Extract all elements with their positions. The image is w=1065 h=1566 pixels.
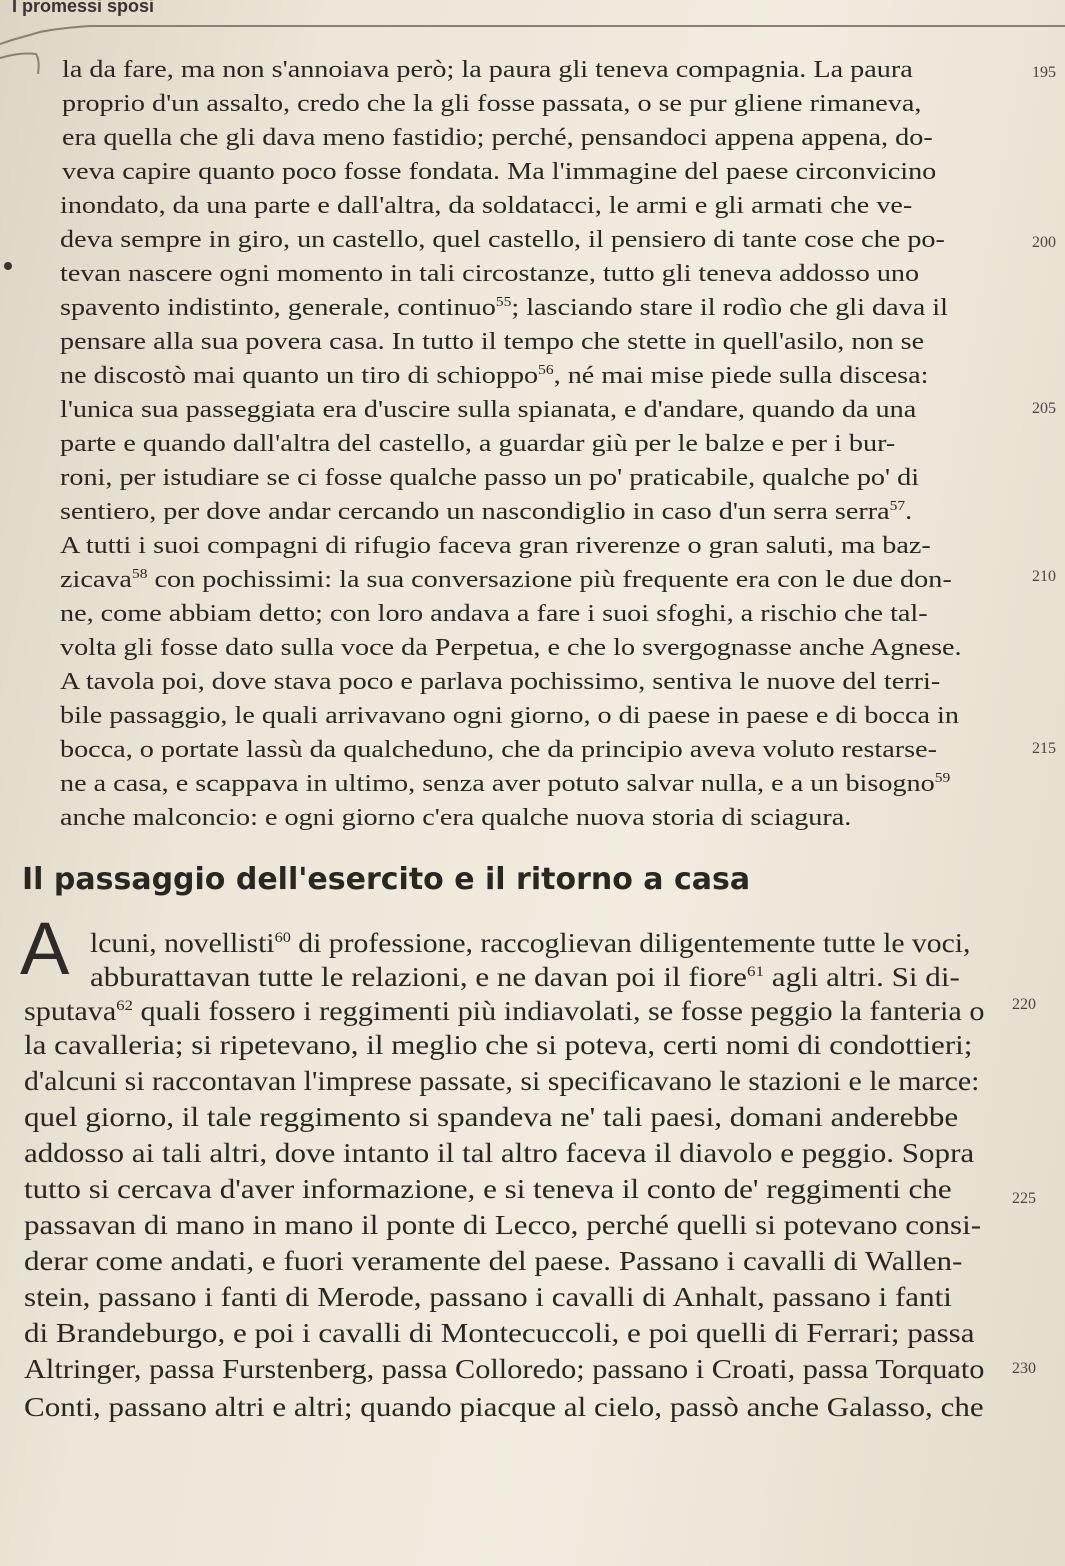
paragraph-1-line: volta gli fosse dato sulla voce da Perpetua, e che lo svergognasse anche Agnese. — [60, 634, 962, 661]
section-heading: Il passaggio dell'esercito e il ritorno a casa — [22, 862, 751, 897]
paragraph-1-line: deva sempre in giro, un castello, quel castello, il pensiero di tante cose che po- — [60, 226, 945, 253]
paragraph-2-line: abburattavan tutte le relazioni, e ne davan poi il fiore$^{61}$ agli altri. Si di- — [90, 962, 960, 992]
paragraph-1-line: parte e quando dall'altra del castello, a guardar giù per le balze e per i bur- — [60, 430, 896, 457]
footnote-ref: 57 — [889, 497, 906, 513]
line-number: 200 — [1032, 234, 1056, 251]
footnote-ref: 60 — [274, 930, 291, 946]
paragraph-1-line: ne, come abbiam detto; con loro andava a fare i suoi sfoghi, a rischio che tal- — [60, 600, 928, 627]
paragraph-2-line: di Brandeburgo, e poi i cavalli di Montecuccoli, e poi quelli di Ferrari; passa — [24, 1318, 975, 1348]
line-number: 205 — [1032, 400, 1056, 417]
paragraph-1-line: A tavola poi, dove stava poco e parlava pochissimo, sentiva le nuove del terri- — [60, 668, 941, 695]
paragraph-2-line: stein, passano i fanti di Merode, passano i cavalli di Anhalt, passano i fanti — [24, 1282, 952, 1312]
paragraph-1-line: la da fare, ma non s'annoiava però; la paura gli teneva compagnia. La paura — [62, 56, 913, 83]
line-number: 210 — [1032, 568, 1056, 585]
paragraph-2-line: lcuni, novellisti$^{60}$ di professione, raccoglievan diligentemente tutte le voci, — [90, 928, 971, 958]
line-number: 220 — [1012, 996, 1036, 1013]
paragraph-1-line: veva capire quanto poco fosse fondata. Ma l'immagine del paese circonvicino — [62, 158, 937, 185]
footnote-ref: 58 — [131, 565, 148, 581]
paragraph-1-line: spavento indistinto, generale, continuo$^{55}$; lasciando stare il rodìo che gli dava il — [60, 293, 948, 321]
paragraph-1-line: anche malconcio: e ogni giorno c'era qualche nuova storia di sciagura. — [60, 804, 852, 831]
line-number: 195 — [1032, 64, 1056, 81]
margin-bullet — [4, 262, 12, 270]
paragraph-2-line: quel giorno, il tale reggimento si spandeva ne' tali paesi, domani anderebbe — [24, 1102, 959, 1132]
paragraph-1-line: bocca, o portate lassù da qualcheduno, che da principio aveva voluto restarse- — [60, 736, 938, 763]
paragraph-1-line: tevan nascere ogni momento in tali circostanze, tutto gli teneva addosso uno — [60, 260, 920, 287]
paragraph-1-line: ne a casa, e scappava in ultimo, senza aver potuto salvar nulla, e a un bisogno$^{59}$ — [60, 769, 951, 797]
paragraph-1-line: roni, per istudiare se ci fosse qualche passo un po' praticabile, qualche po' di — [60, 464, 920, 491]
paragraph-2-line: Altringer, passa Furstenberg, passa Colloredo; passano i Croati, passa Torquato — [24, 1354, 985, 1384]
paragraph-2-line: Conti, passano altri e altri; quando piacque al cielo, passò anche Galasso, che — [24, 1392, 984, 1422]
footnote-ref: 61 — [746, 964, 765, 980]
paragraph-2-line: addosso ai tali altri, dove intanto il tal altro faceva il diavolo e peggio. Sopra — [24, 1138, 975, 1168]
paragraph-2-line: la cavalleria; si ripetevano, il meglio che si poteva, certi nomi di condottieri; — [24, 1030, 973, 1060]
paragraph-1-line: pensare alla sua povera casa. In tutto il tempo che stette in quell'asilo, non se — [60, 328, 925, 355]
paragraph-1-line: bile passaggio, le quali arrivavano ogni giorno, o di paese in paese e di bocca in — [60, 702, 959, 729]
paragraph-2-line: derar come andati, e fuori veramente del paese. Passano i cavalli di Wallen- — [24, 1246, 963, 1276]
paragraph-1-line: sentiero, per dove andar cercando un nascondiglio in caso d'un serra serra$^{57}$. — [60, 497, 913, 525]
paragraph-1-line: inondato, da una parte e dall'altra, da soldatacci, le armi e gli armati che ve- — [60, 192, 913, 219]
paragraph-2-line: sputava$^{62}$ quali fossero i reggimenti più indiavolati, se fosse peggio la fanteria o — [24, 996, 985, 1026]
line-number: 230 — [1012, 1360, 1036, 1377]
line-number: 225 — [1012, 1190, 1036, 1207]
line-number: 215 — [1032, 740, 1056, 757]
footnote-ref: 56 — [538, 361, 554, 377]
paragraph-1-line: ne discostò mai quanto un tiro di schioppo$^{56}$, né mai mise piede sulla discesa: — [60, 361, 929, 389]
paragraph-1-line: era quella che gli dava meno fastidio; perché, pensandoci appena appena, do- — [62, 124, 933, 151]
paragraph-1-line: A tutti i suoi compagni di rifugio faceva gran riverenze o gran saluti, ma baz- — [60, 532, 931, 559]
footnote-ref: 59 — [934, 769, 951, 785]
footnote-ref: 62 — [116, 998, 133, 1014]
paragraph-1-line: zicava$^{58}$ con pochissimi: la sua conversazione più frequente era con le due don- — [60, 565, 952, 593]
running-head: I promessi sposi — [12, 0, 155, 16]
paragraph-1-line: l'unica sua passeggiata era d'uscire sulla spianata, e d'andare, quando da una — [60, 396, 917, 423]
drop-cap: A — [20, 907, 70, 990]
footnote-ref: 55 — [495, 293, 512, 309]
paragraph-2-line: tutto si cercava d'aver informazione, e si teneva il conto de' reggimenti che — [24, 1174, 952, 1204]
paragraph-2-line: passavan di mano in mano il ponte di Lecco, perché quelli si potevano consi- — [24, 1210, 982, 1240]
paragraph-2-line: d'alcuni si raccontavan l'imprese passate, si specificavano le stazioni e le marce: — [24, 1066, 980, 1096]
paragraph-1-line: proprio d'un assalto, credo che la gli fosse passata, o se pur gliene rimaneva, — [62, 90, 922, 117]
